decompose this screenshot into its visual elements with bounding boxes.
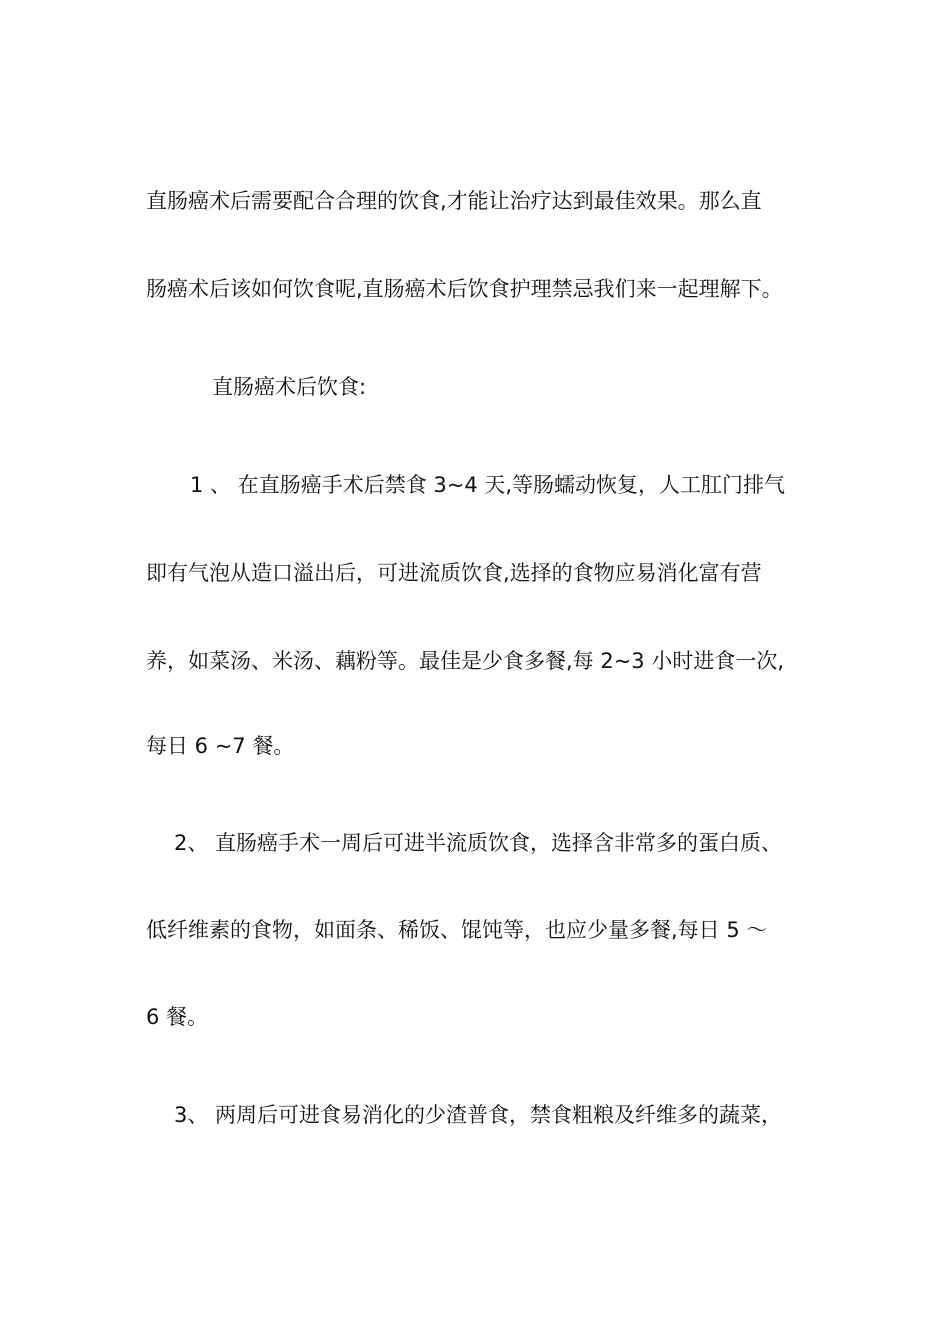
item-2-line-1: 2、 直肠癌手术一周后可进半流质饮食，选择含非常多的蛋白质、 xyxy=(174,831,783,855)
section-heading: 直肠癌术后饮食: xyxy=(212,375,367,399)
item-1-line-4: 每日 6 ~7 餐。 xyxy=(146,734,295,758)
intro-line-2: 肠癌术后该如何饮食呢,直肠癌术后饮食护理禁忌我们来一起理解下。 xyxy=(146,277,783,301)
intro-line-1: 直肠癌术后需要配合合理的饮食,才能让治疗达到最佳效果。那么直 xyxy=(146,189,762,213)
item-2-line-3: 6 餐。 xyxy=(146,1005,209,1029)
item-1-line-1: 1 、 在直肠癌手术后禁食 3~4 天,等肠蠕动恢复，人工肛门排气 xyxy=(190,473,786,497)
item-2-line-2: 低纤维素的食物，如面条、稀饭、馄饨等，也应少量多餐,每日 5 ～ xyxy=(146,918,768,942)
item-3-line-1: 3、 两周后可进食易消化的少渣普食，禁食粗粮及纤维多的蔬菜， xyxy=(174,1103,783,1127)
item-1-line-2: 即有气泡从造口溢出后，可进流质饮食,选择的食物应易消化富有营 xyxy=(146,561,762,585)
item-1-line-3: 养，如菜汤、米汤、藕粉等。最佳是少食多餐,每 2~3 小时进食一次, xyxy=(146,649,785,673)
